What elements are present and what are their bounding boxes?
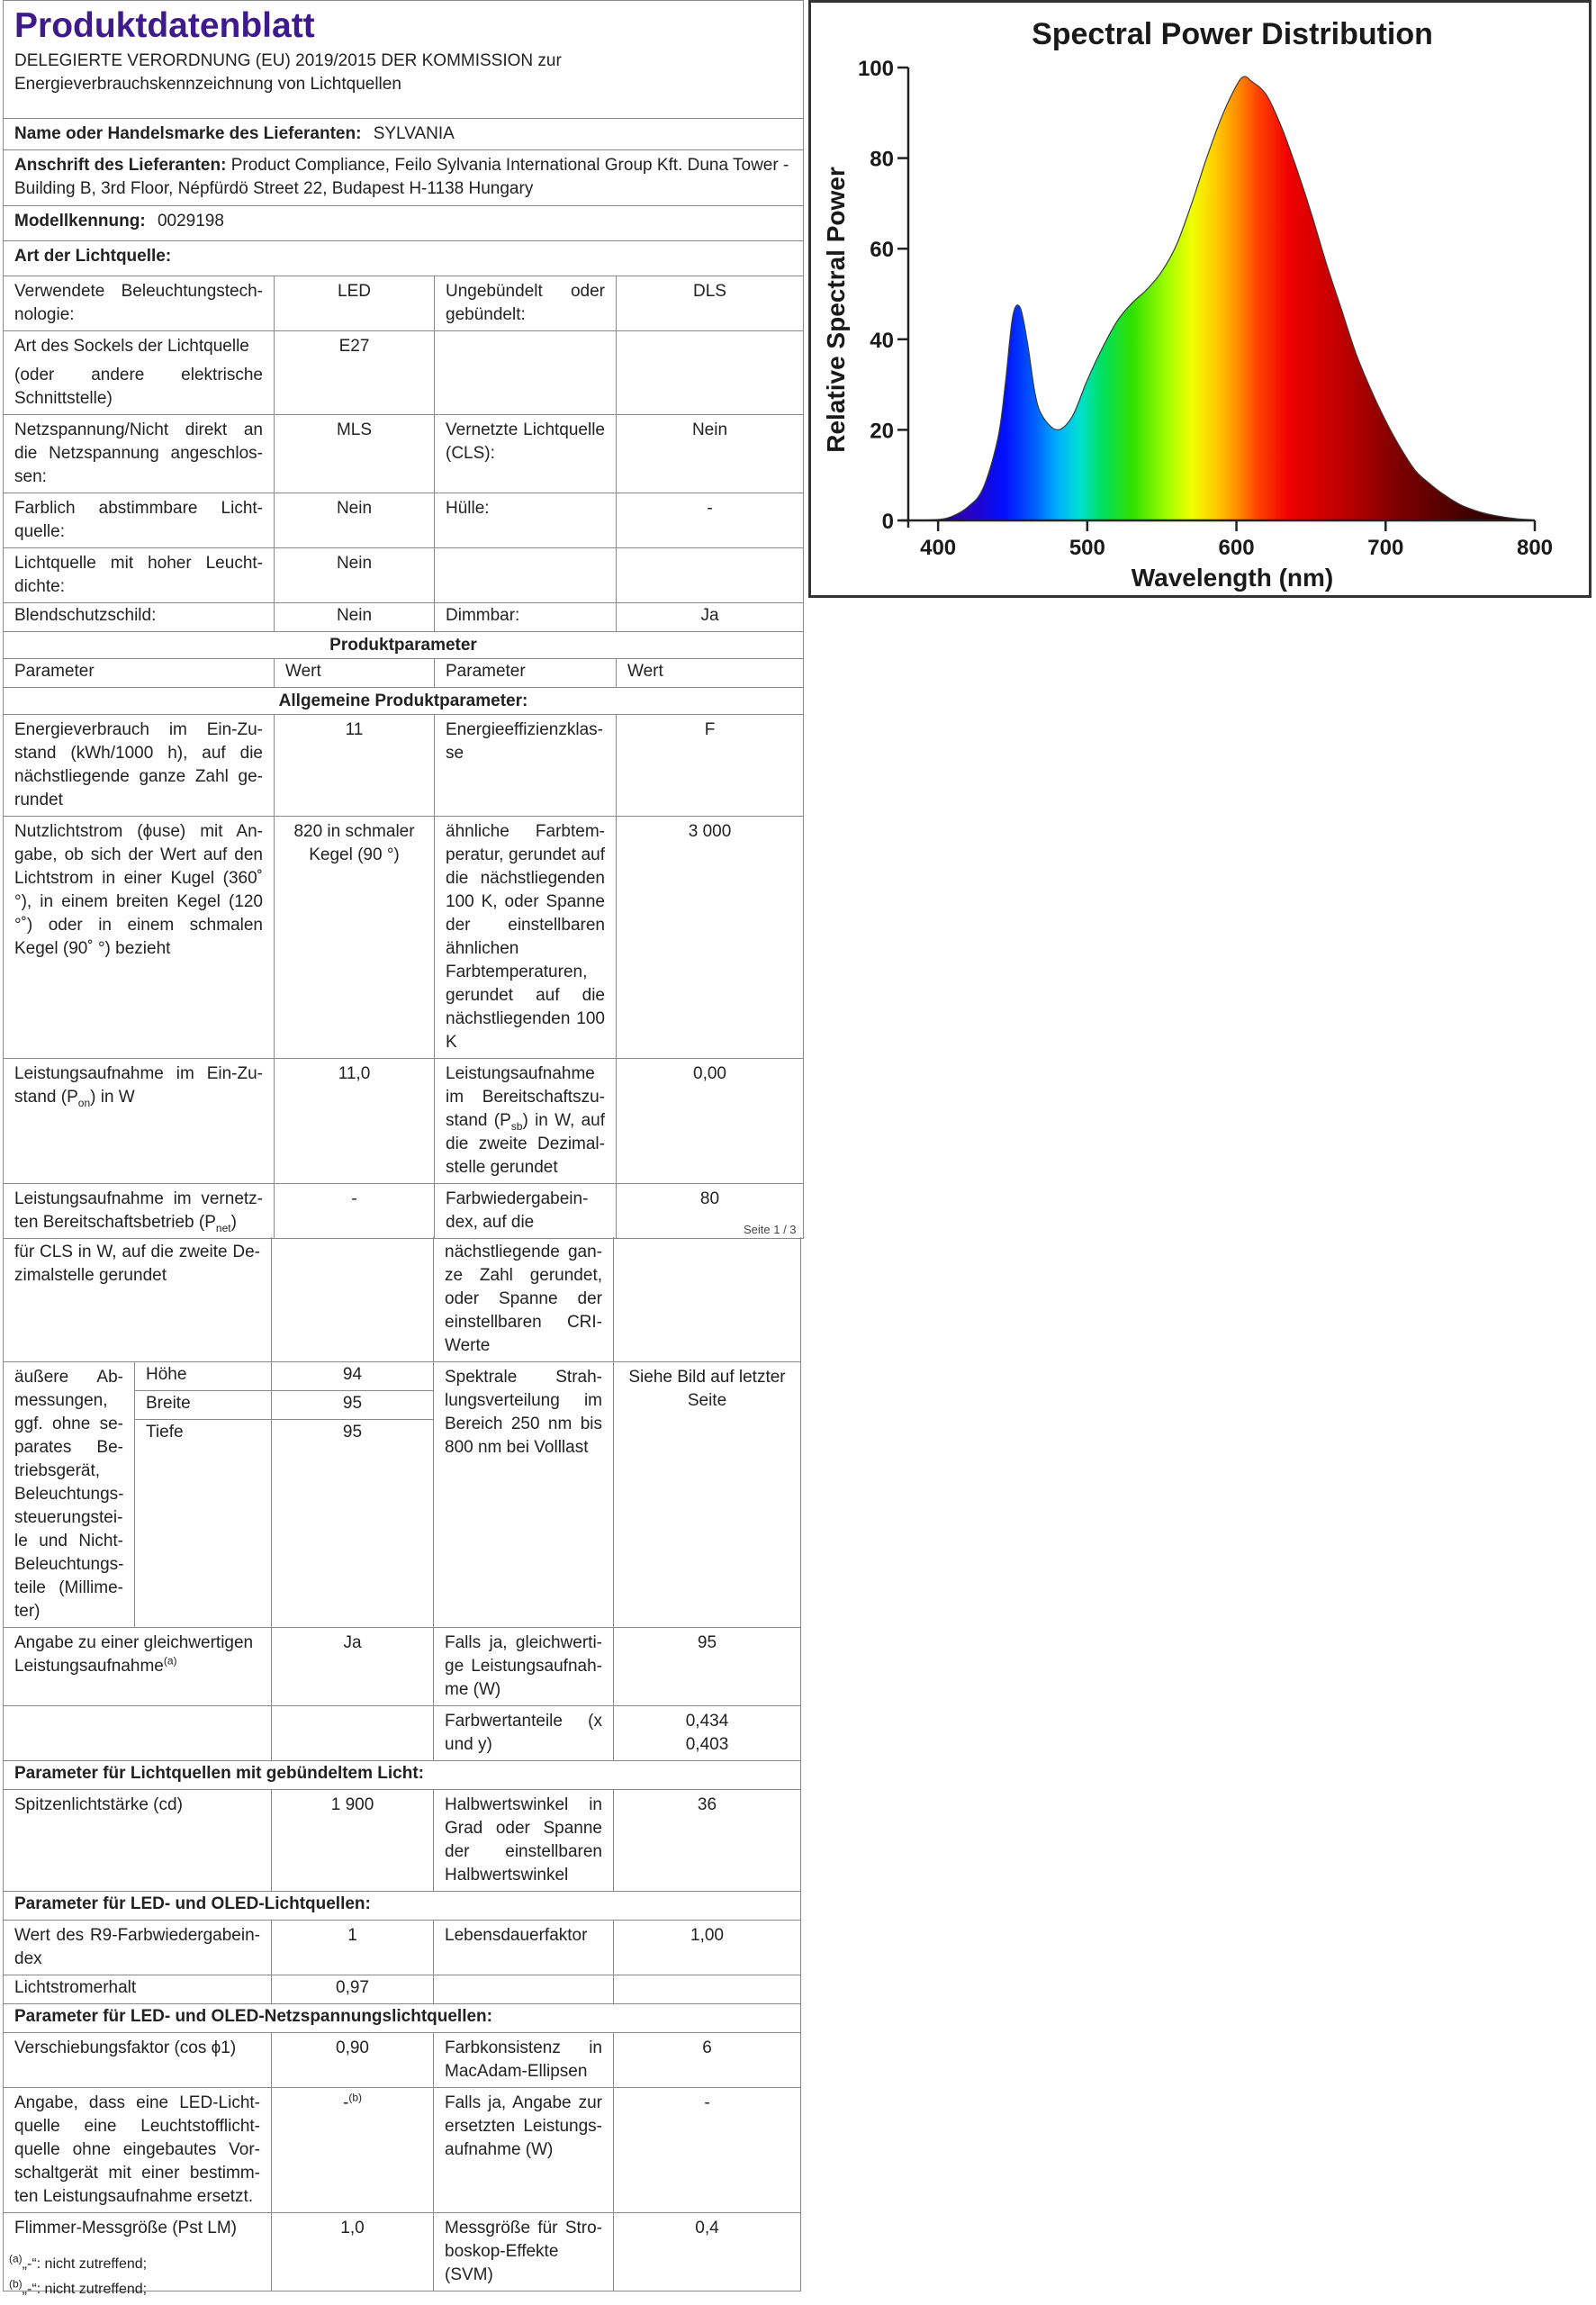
equivalent-power-label	[4, 1628, 272, 1706]
supplier-address: Product Compliance, Feilo Sylvania International Group Kft. Duna Tower - Building B, 3rd Floor, Népfürdö Street 22, Budapest H-1138 Hungary	[14, 156, 789, 198]
y-tick-label: 100	[857, 57, 894, 81]
standby-power-value: 0,00	[617, 1059, 804, 1184]
plot-area	[858, 57, 1553, 560]
power-factor-label: Verschiebungsfaktor (cos ϕ1)	[4, 2033, 272, 2088]
high-luminance-label: Lichtquelle mit hoher Leuchtdichte:	[4, 548, 275, 603]
supplier-name: SYLVANIA	[373, 124, 455, 143]
footnote-b-text: „-“: nicht zutreffend;	[22, 2282, 148, 2297]
light-source-type-heading: Art der Lichtquelle:	[4, 241, 804, 276]
empty-cell	[135, 1448, 272, 1627]
footnote-a-ref: (a)	[163, 1654, 177, 1668]
depth-label: Tiefe	[135, 1420, 272, 1449]
spectral-power-chart	[811, 3, 1589, 595]
power-factor-value: 0,90	[272, 2033, 434, 2088]
footnote-b	[9, 2277, 148, 2298]
model-id: 0029198	[157, 212, 224, 230]
stroboscopic-metric-value: 0,4	[614, 2213, 801, 2291]
equivalent-wattage-label: Falls ja, gleichwertige Leistungsaufnahme (W)	[434, 1628, 614, 1706]
fluorescent-replacement-value	[272, 2088, 434, 2213]
depth-value: 95	[272, 1420, 434, 1449]
empty-cell	[614, 1975, 801, 2004]
height-label: Höhe	[135, 1362, 272, 1391]
col-header-parameter: Parameter	[4, 659, 275, 688]
color-tunable-value: Nein	[275, 493, 435, 548]
lumen-maintenance-value: 0,97	[272, 1975, 434, 2004]
supplier-address-label: Anschrift des Lieferanten:	[14, 156, 227, 175]
model-label: Modellkennung:	[14, 212, 146, 230]
supplier-address-row	[4, 150, 804, 206]
x-tick-label: 600	[1218, 536, 1255, 560]
networked-standby-label-cont: für CLS in W, auf die zweite Dezimalstelle gerundet	[4, 1237, 272, 1362]
colour-consistency-label: Farbkonsistenz in MacAdam-Ellipsen	[434, 2033, 614, 2088]
socket-label-cell	[4, 331, 275, 415]
width-label: Breite	[135, 1391, 272, 1420]
colour-consistency-value: 6	[614, 2033, 801, 2088]
chromaticity-x: 0,434	[685, 1712, 729, 1731]
y-tick-label: 60	[870, 238, 894, 263]
tech-label: Verwendete Beleuchtungstechnologie:	[4, 276, 275, 331]
empty-cell	[617, 548, 804, 603]
replaced-power-value: -	[614, 2088, 801, 2213]
equivalent-power-value: Ja	[272, 1628, 434, 1706]
luminous-flux-value: 820 in schmaler Kegel (90 °)	[275, 817, 435, 1059]
spectral-chart-panel	[808, 0, 1591, 598]
y-axis-label: Relative Spectral Power	[822, 167, 850, 453]
directional-parameters-heading: Parameter für Lichtquellen mit gebündeltem Licht:	[4, 1761, 801, 1790]
width-value: 95	[272, 1391, 434, 1420]
on-mode-power-label-end: ) in W	[90, 1088, 135, 1107]
x-tick-label: 400	[920, 536, 957, 560]
equivalent-power-label-text: Angabe zu einer gleichwertigen Leistungsaufnahme	[14, 1633, 254, 1676]
peak-intensity-label: Spitzenlichtstärke (cd)	[4, 1790, 272, 1892]
model-row	[4, 206, 804, 241]
page-subtitle: DELEGIERTE VERORDNUNG (EU) 2019/2015 DER KOMMISSION zur Energieverbrauchskennzeichnung von Lichtquellen	[14, 51, 562, 94]
beam-label: Ungebündelt oder gebündelt:	[435, 276, 617, 331]
page-number: Seite 1 / 3	[744, 1223, 797, 1236]
mains-label: Netzspannung/Nicht direkt an die Netzspannung angeschlossen:	[4, 415, 275, 493]
glare-shield-value: Nein	[275, 603, 435, 632]
networked-standby-label	[4, 1184, 275, 1239]
survival-factor-value: 1,00	[614, 1921, 801, 1975]
energy-consumption-value: 11	[275, 715, 435, 817]
x-axis-label: Wavelength (nm)	[1131, 564, 1334, 592]
cri-label-cont: nächstliegende ganze Zahl gerundet, oder Spanne der einstellbaren CRI-Werte	[434, 1237, 614, 1362]
socket-label-note: (oder andere elektrische Schnittstelle)	[14, 366, 263, 408]
title-block	[4, 1, 804, 119]
envelope-value: -	[617, 493, 804, 548]
flicker-metric-label: Flimmer-Messgröße (Pst LM)	[4, 2213, 272, 2291]
cls-value: Nein	[617, 415, 804, 493]
flicker-metric-value: 1,0	[272, 2213, 434, 2291]
r9-label: Wert des R9-Farbwiedergabeindex	[4, 1921, 272, 1975]
cct-value: 3 000	[617, 817, 804, 1059]
spd-value: Siehe Bild auf letzter Seite	[614, 1362, 801, 1628]
energy-class-value: F	[617, 715, 804, 817]
y-tick-label: 40	[870, 328, 894, 353]
equivalent-wattage-value: 95	[614, 1628, 801, 1706]
empty-cell	[435, 331, 617, 415]
on-mode-power-label-text: Leistungsaufnahme im Ein-Zustand (P	[14, 1064, 263, 1107]
product-sheet-part1	[3, 0, 804, 1239]
empty-cell	[272, 1706, 434, 1761]
supplier-name-row	[4, 119, 804, 150]
spectrum-area	[908, 77, 1535, 520]
footnote-a	[9, 2252, 148, 2273]
led-parameters-heading: Parameter für LED- und OLED-Lichtquellen:	[4, 1892, 801, 1921]
peak-intensity-value: 1 900	[272, 1790, 434, 1892]
col-header-value: Wert	[617, 659, 804, 688]
standby-power-label	[435, 1059, 617, 1184]
x-tick-label: 800	[1516, 536, 1554, 560]
standby-power-label-text: Leistungsaufnahme im Bereitschaftszustand (P	[446, 1064, 605, 1130]
x-tick-label: 500	[1069, 536, 1105, 560]
beam-angle-value: 36	[614, 1790, 801, 1892]
on-mode-power-value: 11,0	[275, 1059, 435, 1184]
cct-label: ähnliche Farbtemperatur, gerundet auf die nächstliegenden 100 K, oder Spanne der einstellbaren ähnlichen Farbtemperaturen, gerundet auf die nächstliegenden 100 K	[435, 817, 617, 1059]
x-tick-label: 700	[1367, 536, 1404, 560]
col-header-value: Wert	[275, 659, 435, 688]
empty-cell	[272, 1237, 434, 1362]
footnote-b-ref: (b)	[348, 2091, 362, 2104]
dimensions-label: äußere Abmessungen, ggf. ohne separates Betriebsgerät, Beleuchtungssteuerungsteile und Nicht-Beleuchtungsteile (Millimeter)	[4, 1362, 135, 1628]
chromaticity-y: 0,403	[685, 1735, 729, 1754]
replaced-power-label: Falls ja, Angabe zur ersetzten Leistungsaufnahme (W)	[434, 2088, 614, 2213]
beam-value: DLS	[617, 276, 804, 331]
networked-standby-value: -	[275, 1184, 435, 1239]
empty-cell	[435, 548, 617, 603]
cri-value: 80	[617, 1184, 804, 1239]
col-header-parameter: Parameter	[435, 659, 617, 688]
color-tunable-label: Farblich abstimmbare Lichtquelle:	[4, 493, 275, 548]
energy-consumption-label: Energieverbrauch im Ein-Zustand (kWh/1000 h), auf die nächstliegende ganze Zahl gerundet	[4, 715, 275, 817]
high-luminance-value: Nein	[275, 548, 435, 603]
empty-cell	[614, 1237, 801, 1362]
on-mode-power-sub: on	[77, 1096, 91, 1109]
glare-shield-label: Blendschutzschild:	[4, 603, 275, 632]
product-parameters-heading: Produktparameter	[4, 632, 804, 659]
tech-value: LED	[275, 276, 435, 331]
spd-label: Spektrale Strahlungsverteilung im Bereich 250 nm bis 800 nm bei Volllast	[434, 1362, 614, 1628]
mains-led-parameters-heading: Parameter für LED- und OLED-Netzspannungslichtquellen:	[4, 2004, 801, 2033]
beam-angle-label: Halbwertswinkel in Grad oder Spanne der einstellbaren Halbwertswinkel	[434, 1790, 614, 1892]
fluorescent-replacement-label: Angabe, dass eine LED-Lichtquelle eine Leuchtstofflichtquelle ohne eingebautes Vorschaltgerät mit einer bestimmten Leistungsaufnahme ersetzt.	[4, 2088, 272, 2213]
chromaticity-label: Farbwertanteile (x und y)	[434, 1706, 614, 1761]
standby-power-label-end: ) in W, auf die zweite Dezimalstelle gerundet	[446, 1111, 605, 1177]
page-title: Produktdatenblatt	[14, 6, 315, 45]
energy-class-label: Energieeffizienzklasse	[435, 715, 617, 817]
socket-value: E27	[275, 331, 435, 415]
cls-label: Vernetzte Lichtquelle (CLS):	[435, 415, 617, 493]
general-parameters-heading: Allgemeine Produktparameter:	[4, 688, 804, 715]
y-tick-label: 20	[870, 419, 894, 444]
chart-title: Spectral Power Distribution	[1032, 17, 1433, 51]
height-value: 94	[272, 1362, 434, 1391]
standby-power-sub: sb	[510, 1119, 523, 1133]
empty-cell	[617, 331, 804, 415]
chromaticity-value	[614, 1706, 801, 1761]
envelope-label: Hülle:	[435, 493, 617, 548]
dimmable-value: Ja	[617, 603, 804, 632]
cri-label: Farbwiedergabeindex, auf die	[435, 1184, 617, 1239]
lumen-maintenance-label: Lichtstromerhalt	[4, 1975, 272, 2004]
footnote-a-text: „-“: nicht zutreffend;	[22, 2256, 148, 2272]
networked-standby-label-text: Leistungsaufnahme im vernetzten Bereitschaftsbetrieb (P	[14, 1189, 263, 1232]
mains-value: MLS	[275, 415, 435, 493]
r9-value: 1	[272, 1921, 434, 1975]
y-tick-label: 80	[870, 147, 894, 172]
on-mode-power-label	[4, 1059, 275, 1184]
survival-factor-label: Lebensdauerfaktor	[434, 1921, 614, 1975]
supplier-name-label: Name oder Handelsmarke des Lieferanten:	[14, 124, 362, 143]
dimmable-label: Dimmbar:	[435, 603, 617, 632]
empty-cell	[4, 1706, 272, 1761]
networked-standby-label-end: )	[230, 1213, 237, 1232]
footnote-b-mark: (b)	[9, 2277, 23, 2291]
y-tick-label: 0	[881, 510, 894, 534]
empty-cell	[272, 1448, 434, 1627]
socket-label: Art des Sockels der Lichtquelle	[14, 337, 249, 356]
networked-standby-sub: net	[215, 1221, 231, 1234]
luminous-flux-label: Nutzlichtstrom (ϕuse) mit Angabe, ob sich der Wert auf den Lichtstrom in einer Kugel (360˚ °), in einem breiten Kegel (120 °˚) oder in einem schmalen Kegel (90˚ °) bezieht	[4, 817, 275, 1059]
empty-cell	[434, 1975, 614, 2004]
stroboscopic-metric-label: Messgröße für Stroboskop-Effekte (SVM)	[434, 2213, 614, 2291]
fluorescent-replacement-text: -	[343, 2093, 349, 2112]
footnote-a-mark: (a)	[9, 2252, 23, 2265]
product-sheet-part2	[3, 1237, 801, 2291]
